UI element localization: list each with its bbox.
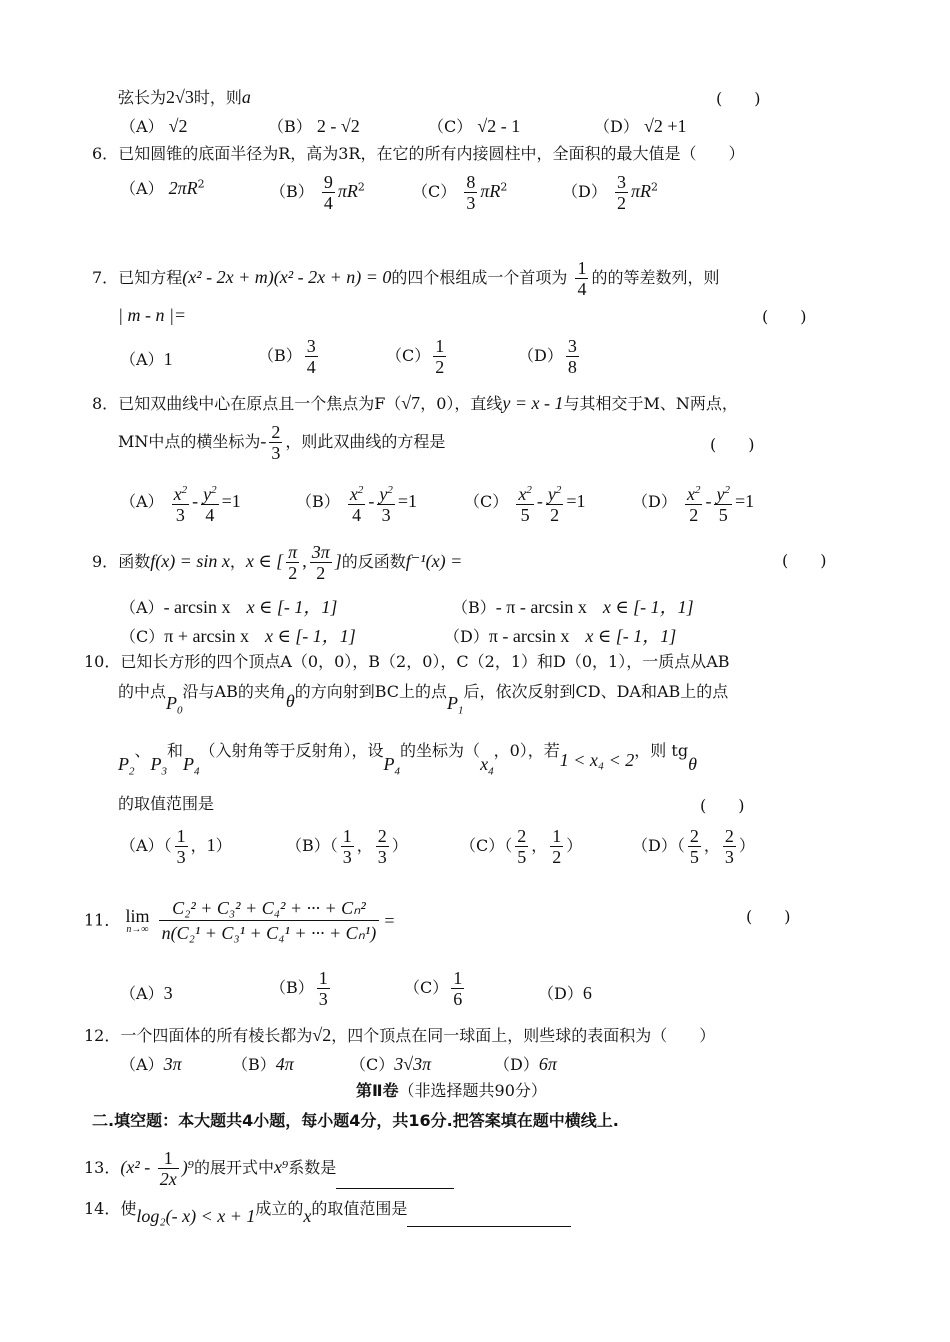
q9-option-d: （D）π - arcsin x x ∈ [- 1，1] <box>444 626 677 646</box>
q6-option-a: （A） $2\pi R^2$ <box>120 177 205 198</box>
q5-option-d: （D） √2 +1 <box>594 116 687 136</box>
q6-stem: 6．已知圆锥的底面半径为R，高为3R，在它的所有内接圆柱中，全面积的最大值是（ ） <box>92 144 745 163</box>
q7-option-c: （C） $\frac{1}{2}$ <box>386 336 445 377</box>
q12-option-d: （D）6π <box>494 1054 557 1074</box>
q10-line3: $P_2$、$P_3$和$P_4$（入射角等于反射角），设$P_4$的坐标为（$x_4$，0），若1 < x₄ < 2，则 tgθ <box>118 741 697 778</box>
q11-option-a: （A）3 <box>120 983 173 1003</box>
q5-option-b: （B） 2 - √2 <box>268 116 360 136</box>
q11-stem: 11． lim n→∞ $\frac{\text{C₂² + C₃² + C₄² + ··· + Cₙ²}}{\text{n(C₂¹ + C₃¹ + C₄¹ + ··· + Cₙ¹)}}$ = <box>84 898 395 943</box>
q9-option-a: （A）- arcsin x x ∈ [- 1，1] <box>120 597 338 617</box>
q11-option-c: （C） $\frac{1}{6}$ <box>404 968 463 1009</box>
q8-option-c: （C） $\frac{x^2}{5}$ - $\frac{y^2}{2}$ =1 <box>464 480 586 525</box>
q7-option-a: （A）1 <box>120 349 173 369</box>
section2-heading: 二.填空题：本大题共4小题，每小题4分，共16分.把答案填在题中横线上. <box>92 1111 619 1130</box>
q10-option-a: （A）（ $\frac{1}{3}$ ，1） <box>120 826 232 867</box>
q6-option-b: （B） $\frac{9}{4}$ $\pi R^2$ <box>270 172 365 213</box>
q7-line2: | m - n |= <box>118 305 187 325</box>
q14-answer-blank[interactable] <box>407 1208 571 1227</box>
q11-fraction: $\frac{\text{C₂² + C₃² + C₄² + ··· + Cₙ²}}{\text{n(C₂¹ + C₃¹ + C₄¹ + ··· + Cₙ¹)}}$ <box>159 896 380 945</box>
q5-option-c: （C） √2 - 1 <box>428 116 521 136</box>
q8-option-d: （D） $\frac{x^2}{2}$ - $\frac{y^2}{5}$ =1 <box>632 480 754 525</box>
q8-stem: 8．已知双曲线中心在原点且一个焦点为F（√7，0），直线y = x - 1与其相交于M、N两点， <box>92 393 738 413</box>
q10-option-d: （D）（ $\frac{2}{5}$ ， $\frac{2}{3}$ ） <box>632 826 755 867</box>
q10-answer-paren: ( ) <box>700 796 745 815</box>
q11-option-d: （D）6 <box>538 983 592 1003</box>
q14-stem: 14．使log₂(- x) < x + 1成立的x的取值范围是 <box>84 1198 571 1227</box>
q7-option-b: （B） $\frac{3}{4}$ <box>258 336 316 377</box>
q7-answer-paren: ( ) <box>762 307 807 326</box>
part2-title: 第Ⅱ卷（非选择题共90分） <box>356 1081 547 1100</box>
q10-line1: 10．已知长方形的四个顶点A（0，0），B（2，0），C（2，1）和D（0，1），一质点从AB <box>84 652 730 671</box>
q11-option-b: （B） $\frac{1}{3}$ <box>270 968 328 1009</box>
q7-stem: 7．已知方程(x² - 2x + m)(x² - 2x + n) = 0的四个根组成一个首项为 $\frac{1}{4}$ 的的等差数列，则 <box>92 258 720 299</box>
q9-stem: 9．函数f(x) = sin x，x ∈ [ $\frac{\pi}{2}$ , $\frac{3\pi}{2}$ ]的反函数f⁻¹(x) = <box>92 542 463 583</box>
q12-option-b: （B）4π <box>232 1054 294 1074</box>
q6-option-d: （D） $\frac{3}{2}$ $\pi R^2$ <box>562 172 658 213</box>
q13-answer-blank[interactable] <box>336 1170 454 1189</box>
q10-line4: 的取值范围是 <box>118 794 215 813</box>
q10-option-b: （B）（ $\frac{1}{3}$ ， $\frac{2}{3}$ ） <box>286 826 408 867</box>
q5-var: a <box>241 87 251 107</box>
q12-stem: 12．一个四面体的所有棱长都为√2，四个顶点在同一球面上，则些球的表面积为（ ） <box>84 1025 716 1045</box>
q5-answer-paren: ( ) <box>716 89 761 108</box>
q7-option-d: （D） $\frac{3}{8}$ <box>518 336 577 377</box>
q5-option-a: （A） √2 <box>120 116 188 136</box>
q12-option-c: （C）3√3π <box>350 1054 432 1074</box>
q10-line2: 的中点$P_0$沿与AB的夹角θ的方向射到BC上的点$P_1$后，依次反射到CD、DA和AB上的点 <box>118 682 729 717</box>
q5-chord-length: 2√3 <box>166 87 194 107</box>
q8-answer-paren: ( ) <box>710 435 755 454</box>
q8-option-b: （B） $\frac{x^2}{4}$ - $\frac{y^2}{3}$ =1 <box>296 480 417 525</box>
q12-option-a: （A）3π <box>120 1054 182 1074</box>
q13-stem: 13．(x² - $\frac{1}{2x}$ )⁹的展开式中x⁹系数是 <box>84 1148 454 1189</box>
q9-answer-paren: ( ) <box>782 551 827 570</box>
q11-answer-paren: ( ) <box>746 907 791 926</box>
q8-option-a: （A） $\frac{x^2}{3}$ - $\frac{y^2}{4}$ =1 <box>120 480 241 525</box>
q11-limit: lim n→∞ <box>125 905 150 935</box>
q6-option-c: （C） $\frac{8}{3}$ $\pi R^2$ <box>412 172 508 213</box>
q8-line2: MN中点的横坐标为- $\frac{2}{3}$ ，则此双曲线的方程是 <box>118 422 446 463</box>
q10-option-c: （C）（ $\frac{2}{5}$ ， $\frac{1}{2}$ ） <box>460 826 583 867</box>
q9-option-c: （C）π + arcsin x x ∈ [- 1，1] <box>120 626 356 646</box>
q5-text2: 时，则 <box>193 88 242 107</box>
q5-tail-line <box>118 86 251 109</box>
q9-option-b: （B）- π - arcsin x x ∈ [- 1，1] <box>452 597 694 617</box>
q5-text: 弦长为 <box>118 88 167 107</box>
